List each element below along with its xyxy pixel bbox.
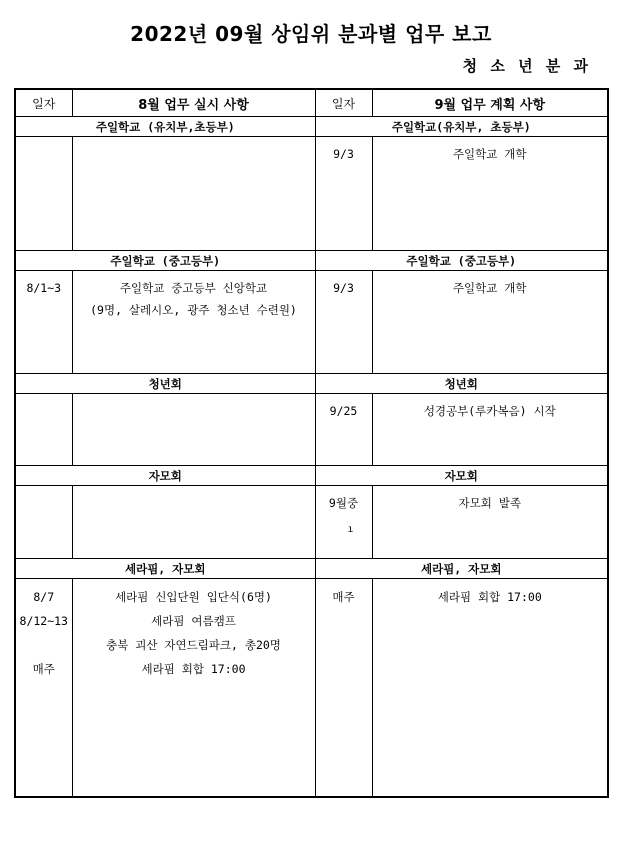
left-content-cell <box>72 394 315 466</box>
section-title-right: 세라핌, 자모회 <box>315 559 608 579</box>
date-entry: 8/7 <box>33 590 55 604</box>
activity-entry: 충북 괴산 자연드림파크, 총20명 <box>106 638 281 652</box>
section-header-row <box>15 117 608 137</box>
left-dates-cell <box>15 271 72 374</box>
plan-entry: 자모회 발족 <box>458 496 521 510</box>
report-table <box>14 88 609 798</box>
left-dates-cell <box>15 137 72 251</box>
department-name: 청 소 년 분 과 <box>462 57 592 75</box>
right-content-cell <box>372 137 608 251</box>
section-title-left: 청년회 <box>15 374 315 394</box>
section-title-right: 자모회 <box>315 466 608 486</box>
section-header-row <box>15 374 608 394</box>
left-dates-cell <box>15 579 72 797</box>
report-title: 2022년 09월 상임위 분과별 업무 보고 <box>130 22 492 46</box>
plan-entry: 주일학교 개학 <box>452 281 527 295</box>
section-header-row <box>15 466 608 486</box>
date-entry: 매주 <box>332 590 355 604</box>
section-body-row <box>15 137 608 251</box>
section-body-row <box>15 394 608 466</box>
section-title-right: 주일학교 (중고등부) <box>315 251 608 271</box>
right-dates-cell <box>315 137 372 251</box>
date-column-header-2: 일자 <box>315 89 372 117</box>
section-title-left: 세라핌, 자모회 <box>15 559 315 579</box>
date-entry: 9/25 <box>329 404 358 418</box>
september-column-header: 9월 업무 계획 사항 <box>372 89 608 117</box>
section-title-left: 자모회 <box>15 466 315 486</box>
stray-mark: ı <box>347 524 354 535</box>
date-column-header: 일자 <box>15 89 72 117</box>
august-column-header: 8월 업무 실시 사항 <box>72 89 315 117</box>
section-title-left: 주일학교 (유치부,초등부) <box>15 117 315 137</box>
date-entry: 9/3 <box>333 281 354 295</box>
right-dates-cell <box>315 271 372 374</box>
left-content-cell <box>72 137 315 251</box>
left-content-cell <box>72 271 315 374</box>
section-body-row <box>15 486 608 559</box>
right-content-cell <box>372 486 608 559</box>
left-dates-cell <box>15 394 72 466</box>
left-content-cell <box>72 579 315 797</box>
left-dates-cell <box>15 486 72 559</box>
activity-entry: 세라핌 여름캠프 <box>151 614 236 628</box>
date-entry: 8/12~13 <box>19 614 68 628</box>
right-content-cell <box>372 271 608 374</box>
plan-entry: 세라핌 회합 17:00 <box>437 590 542 604</box>
date-entry: 8/1~3 <box>26 281 62 295</box>
left-content-cell <box>72 486 315 559</box>
right-content-cell <box>372 394 608 466</box>
date-entry: 매주 <box>32 662 55 676</box>
plan-entry: 성경공부(루카복음) 시작 <box>423 404 556 418</box>
date-entry: 9/3 <box>333 147 354 161</box>
right-content-cell <box>372 579 608 797</box>
section-body-row <box>15 271 608 374</box>
section-body-row <box>15 579 608 797</box>
right-dates-cell <box>315 394 372 466</box>
date-entry <box>16 633 72 657</box>
section-header-row <box>15 559 608 579</box>
section-title-right: 주일학교(유치부, 초등부) <box>315 117 608 137</box>
table-header-row <box>15 89 608 117</box>
section-header-row <box>15 251 608 271</box>
activity-entry: (9명, 살레시오, 광주 청소년 수련원) <box>90 303 297 317</box>
section-title-left: 주일학교 (중고등부) <box>15 251 315 271</box>
date-entry: 9월중 <box>328 496 359 510</box>
right-dates-cell <box>315 486 372 559</box>
right-dates-cell <box>315 579 372 797</box>
plan-entry: 주일학교 개학 <box>452 147 527 161</box>
activity-entry: 주일학교 중고등부 신앙학교 <box>119 281 268 295</box>
section-title-right: 청년회 <box>315 374 608 394</box>
activity-entry: 세라핌 신입단원 입단식(6명) <box>115 590 272 604</box>
activity-entry: 세라핌 회합 17:00 <box>141 662 246 676</box>
